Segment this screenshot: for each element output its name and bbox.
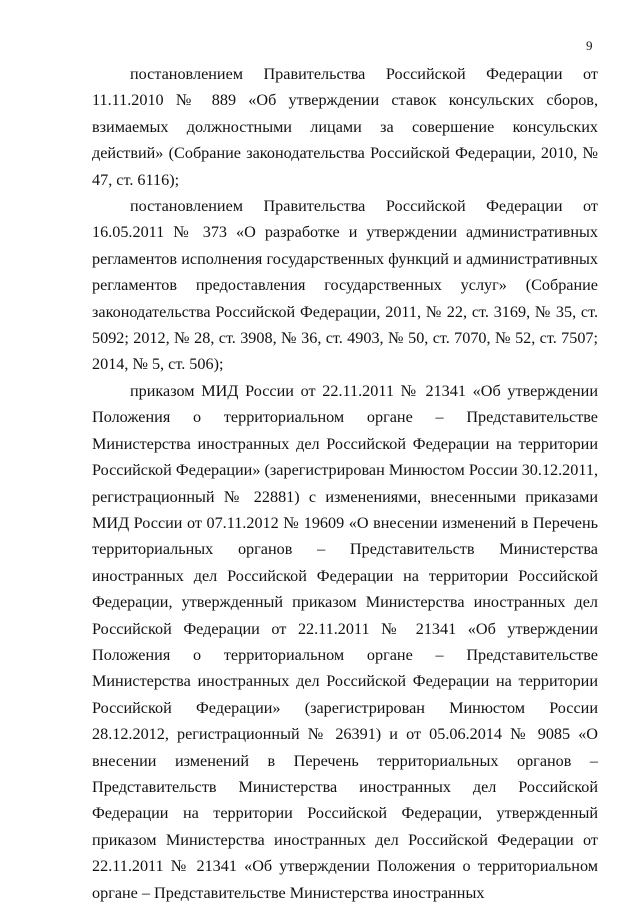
paragraph-decree-373: постановлением Правительства Российской Федерации от 16.05.2011 № 373 «О разработке и утверждении административных регламентов исполнения государственных функций и административных регламентов предоставления государственных услуг» (Собрание законодательства Российской Федерации, 2011, № 22, ст. 3169, № 35, ст. 5092; 2012, № 28, ст. 3908, № 36, ст. 4903, № 50, ст. 7070, № 52, ст. 7507; 2014, № 5, ст. 506); <box>92 197 598 374</box>
paragraph-decree-889: постановлением Правительства Российской Федерации от 11.11.2010 № 889 «Об утверждении ставок консульских сборов, взимаемых должностными лицами за совершение консульских действий» (Собрание законодательства Российской Федерации, 2010, № 47, ст. 6116); <box>92 65 598 189</box>
page-number: 9 <box>586 38 593 53</box>
paragraph-order-21341: приказом МИД России от 22.11.2011 № 21341 «Об утверждении Положения о территориальном органе – Представительстве Министерства иностранных дел Российской Федерации на территории Российской Федерации» (зарегистрирован Минюстом России 30.12.2011, регистрационный № 22881) с изменениями, внесенными приказами МИД России от 07.11.2012 № 19609 «О внесении изменений в Перечень территориальных органов – Представительств Министерства иностранных дел Российской Федерации на территории Российской Федерации, утвержденный приказом Министерства иностранных дел Российской Федерации от 22.11.2011 № 21341 «Об утверждении Положения о территориальном органе – Представительстве Министерства иностранных дел Российской Федерации на территории Российской Федерации» (зарегистрирован Минюстом России 28.12.2012, регистрационный № 26391) и от 05.06.2014 № 9085 «О внесении изменений в Перечень территориальных органов – Представительств Министерства иностранных дел Российской Федерации на территории Российской Федерации, утвержденный приказом Министерства иностранных дел Российской Федерации от 22.11.2011 № 21341 «Об утверждении Положения о территориальном органе – Представительстве Министерства иностранных <box>92 381 598 902</box>
document-body <box>92 61 598 906</box>
